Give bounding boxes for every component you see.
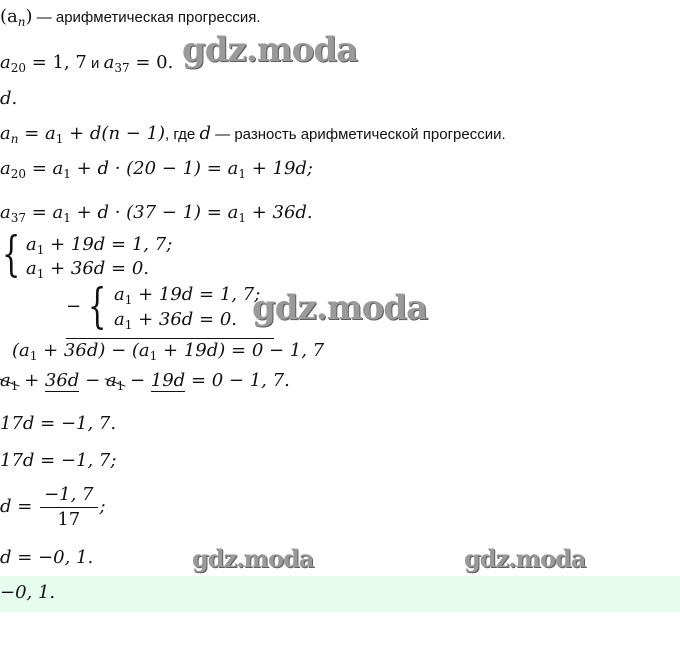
line-difference: $(a_1 + 36d) - (a_1 + 19d) = 0 - 1$, 7 [12, 340, 325, 363]
line-cancellation: $a_1 + 36d - a_1 - 19d = 0 - 1$, 7. [0, 370, 290, 393]
system2-row2: $a_1 + 36d = 0$. [114, 309, 238, 332]
system1-row2: $a_1 + 36d = 0$. [26, 258, 150, 281]
line-result: d = −0, 1. [0, 547, 94, 568]
watermark: gdz.moda [192, 544, 314, 573]
watermark: gdz.moda [182, 30, 358, 70]
line-a37-expansion: $a_{37} = a_1 + d \cdot (37 - 1) = a_1 + 36d$. [0, 202, 313, 225]
answer-value: −0, 1. [0, 582, 56, 603]
cancelled-term: $a_1$ [105, 370, 125, 393]
system2-row1: $a_1 + 19d = 1$, 7; [114, 284, 261, 307]
line-equation-2: 17d = −1, 7; [0, 450, 117, 471]
fraction: $\frac{-1, 7}{17}$ [40, 485, 97, 530]
answer-box [0, 576, 680, 612]
subtraction-rule [66, 338, 274, 339]
line-a20-expansion: $a_{20} = a_1 + d \cdot (20 - 1) = a_1 + 19d$; [0, 158, 313, 181]
line-find-d: d. [0, 88, 18, 109]
line-sequence-def: $(a_n)$ — арифметическая прогрессия. [0, 6, 261, 29]
system-brace: { [2, 226, 21, 282]
subtract-sign: − [66, 296, 82, 317]
watermark: gdz.moda [252, 288, 428, 328]
cancelled-term: $a_1$ [0, 370, 19, 393]
system1-row1: $a_1 + 19d = 1$, 7; [26, 234, 173, 257]
line-given-values: $a_{20} = 1$, 7 и $a_{37} = 0$. [0, 52, 174, 75]
line-formula: $a_n = a_1 + d(n - 1)$, где d — разность арифметической прогрессии. [0, 123, 506, 146]
line-equation-1: 17d = −1, 7. [0, 413, 117, 434]
line-fraction: d = $\frac{-1, 7}{17}$ ; [0, 483, 106, 530]
system-brace: { [88, 278, 107, 334]
watermark: gdz.moda [464, 544, 586, 573]
